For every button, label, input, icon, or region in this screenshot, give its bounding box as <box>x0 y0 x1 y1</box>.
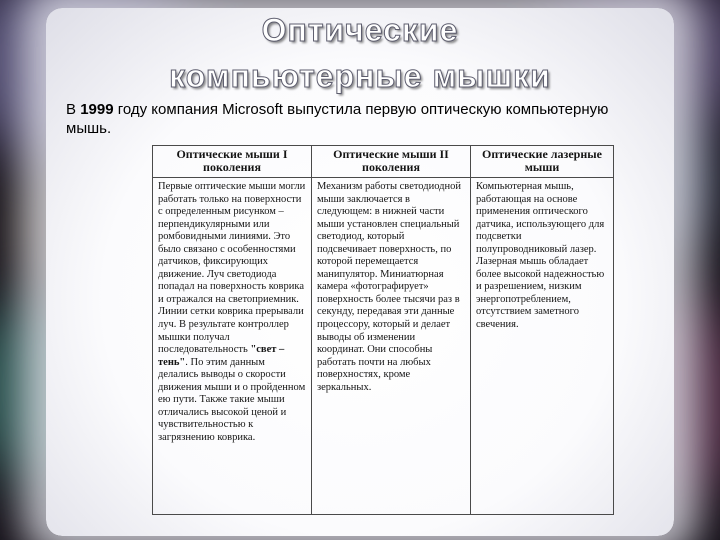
cell-gen1 <box>153 178 312 515</box>
header-cell-gen1: Оптические мыши I поколения <box>153 146 312 178</box>
cell-laser <box>471 178 614 515</box>
table-header-row <box>153 146 614 178</box>
table-row <box>153 178 614 515</box>
cell-gen2 <box>312 178 471 515</box>
cell-gen1-bold: "свет – тень" <box>158 344 285 368</box>
header-cell-laser: Оптические лазерные мыши <box>471 146 614 178</box>
cell-gen1-text-before: Первые оптические мыши могли работать только на поверхности с определенным рисунком – перпендикулярными или ромбовидными линиями. Это было связано с особенностями датчиков, фиксирующих движение. Луч светодиода попадал на поверхность коврика и отражался на светоприемник. Линии сетки коврика прерывали луч. В результате контроллер мышки получал последовательность <box>158 181 306 356</box>
intro-rest: году компания Microsoft выпустила первую оптическую компьютерную мышь. <box>66 101 609 137</box>
cell-laser-text: Компьютерная мышь, работающая на основе применения оптического датчика, использующего для подсветки полупроводниковый лазер. Лазерная мышь обладает более высокой надежностью и разрешением, низким энергопотреблением, отсутствием заметного свечения. <box>476 181 605 331</box>
cell-gen2-text: Механизм работы светодиодной мыши заключается в следующем: в нижней части мыши установлен специальный светодиод, который подсвечивает поверхность, по которой перемещается манипулятор. Миниатюрная камера «фотографирует» поверхность более тысячи раз в секунду, передавая эти данные процессору, который и делает выводы об изменении координат. Они способны работать почти на любых поверхностях, кроме зеркальных. <box>317 181 461 393</box>
cell-gen1-text-after: . По этим данным делались выводы о скорости движения мыши и о пройденном ею пути. Также такие мыши отличались высокой ценой и чувствительностью к загрязнению коврика. <box>158 356 306 443</box>
intro-year: 1999 <box>80 101 114 118</box>
slide-title-line1: Оптические <box>261 12 459 48</box>
comparison-table-wrap <box>152 145 614 515</box>
intro-paragraph <box>66 100 626 138</box>
comparison-table <box>152 145 614 515</box>
intro-prefix: В <box>66 101 81 118</box>
header-cell-gen2: Оптические мыши II поколения <box>312 146 471 178</box>
slide-title-line2: компьютерные мышки <box>169 58 551 94</box>
